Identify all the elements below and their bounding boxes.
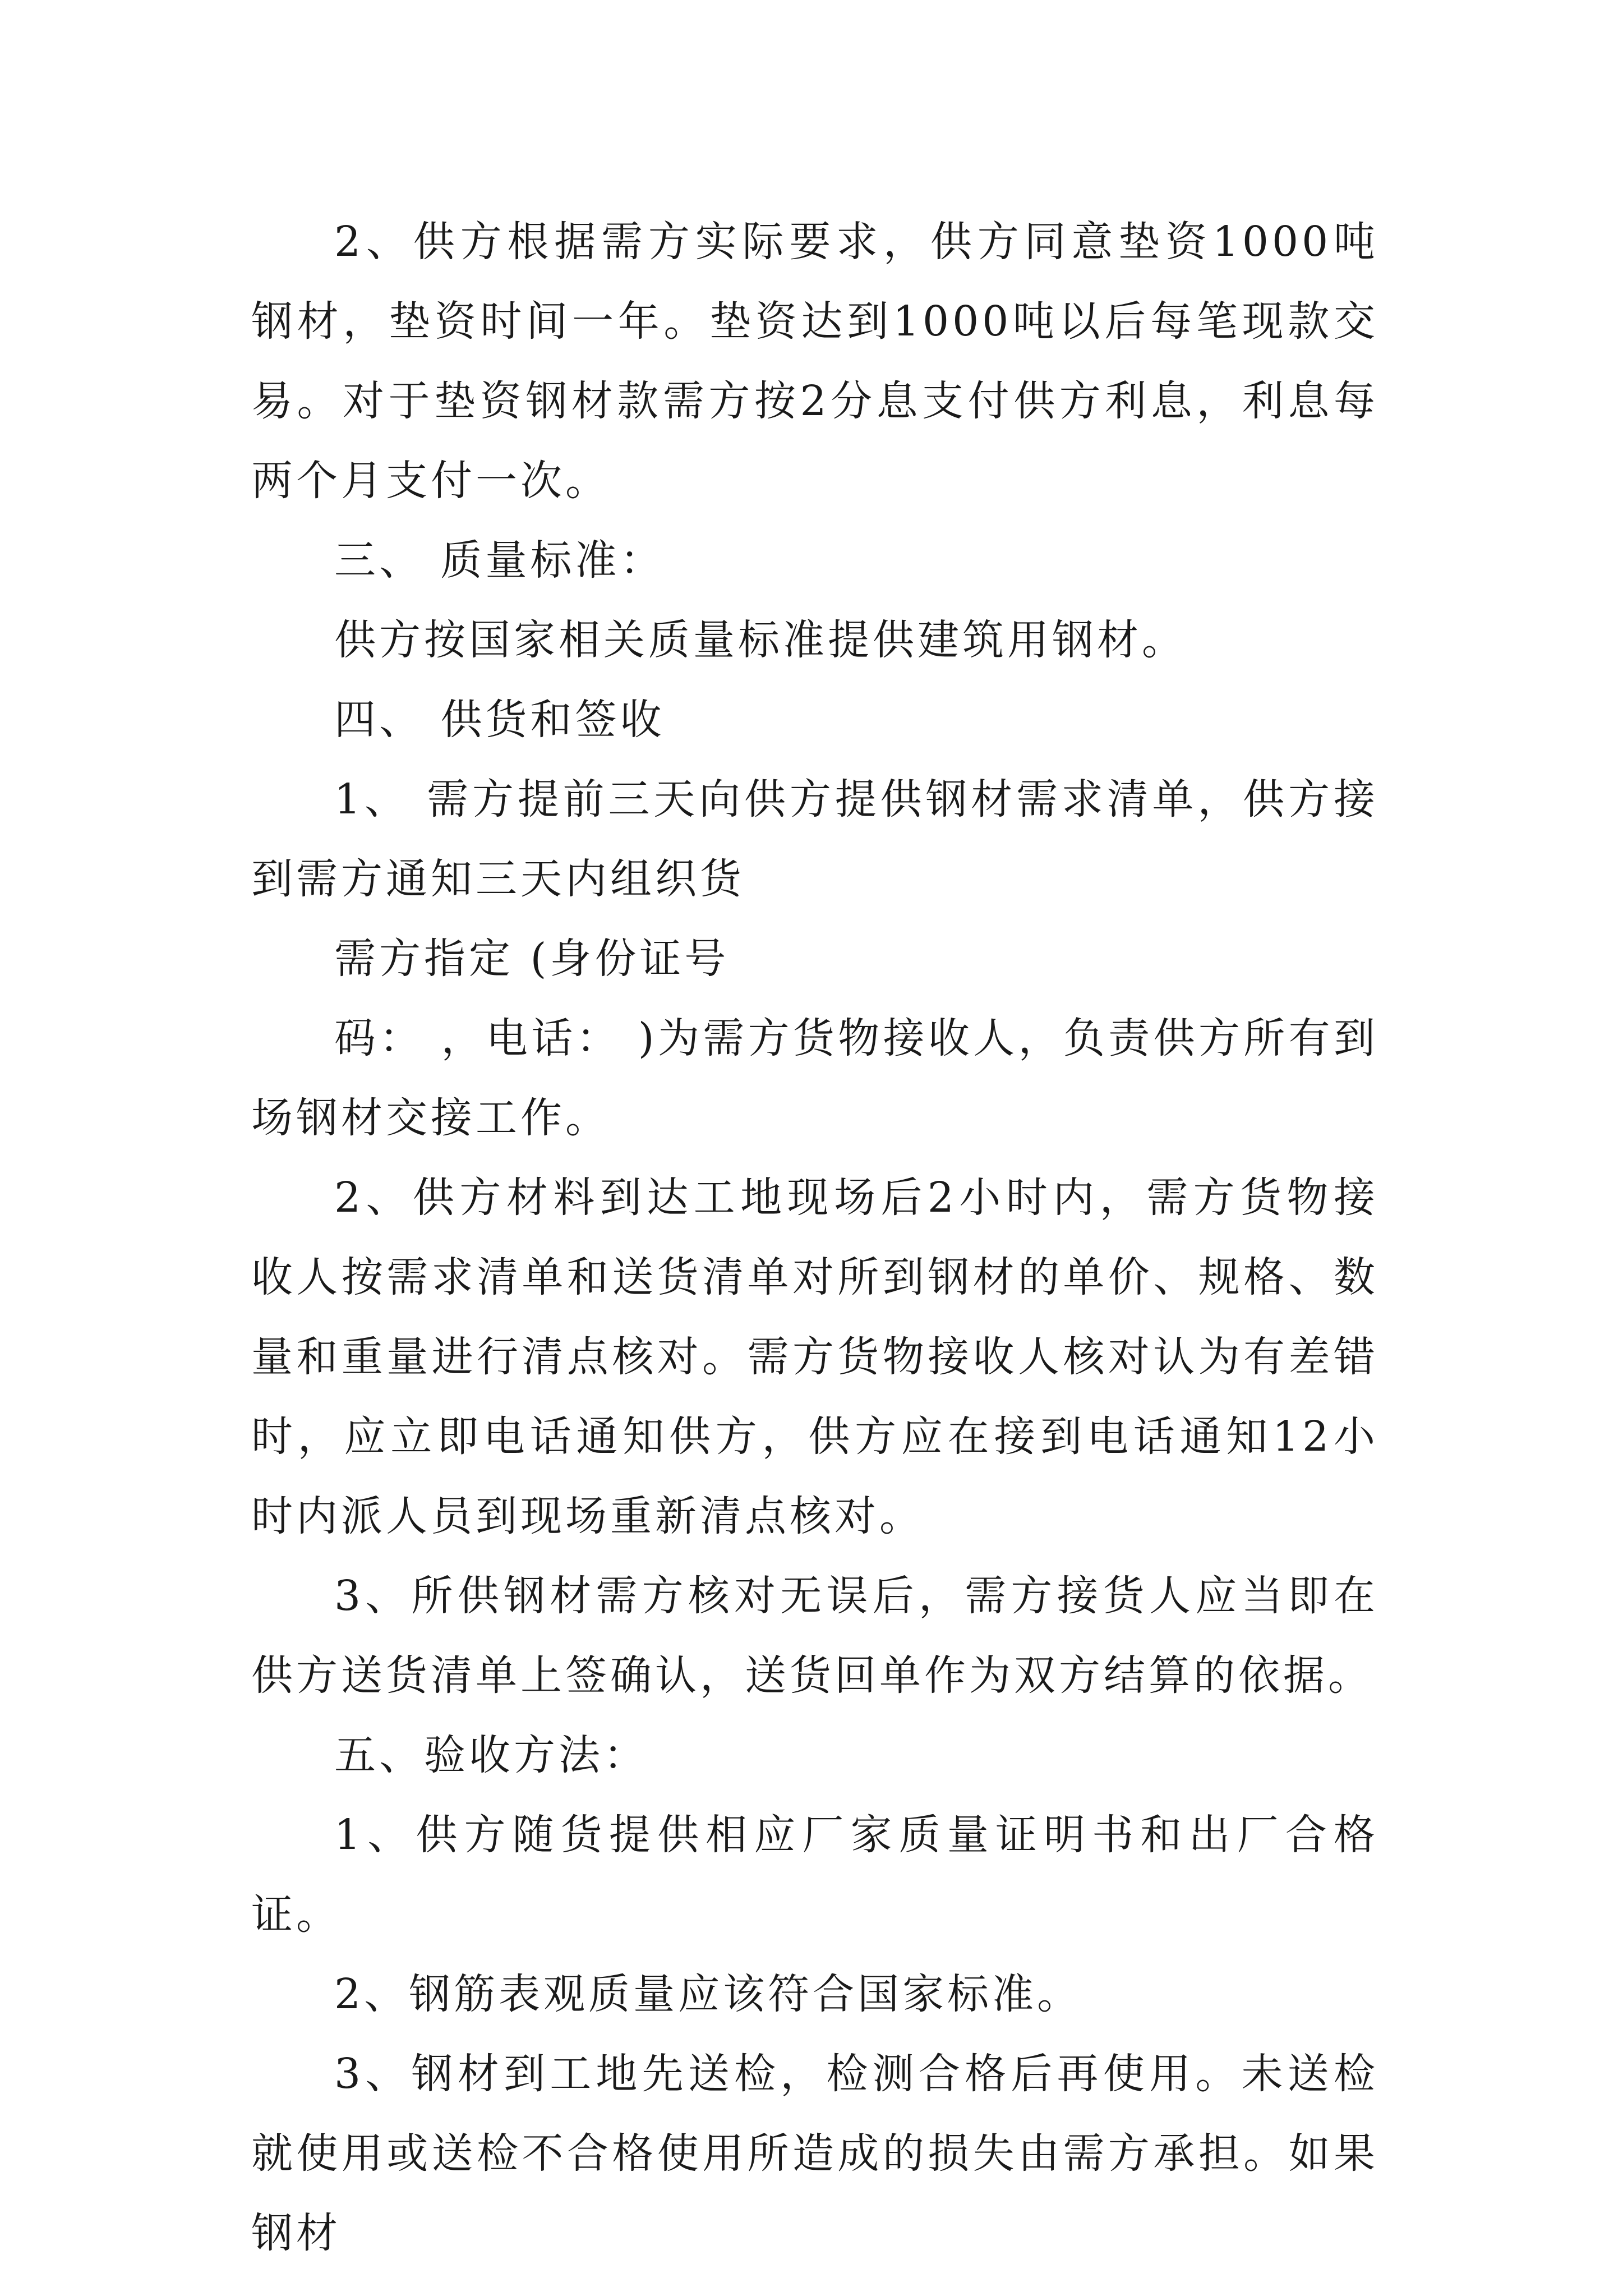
paragraph-delivery-confirmation: 3、所供钢材需方核对无误后，需方接货人应当即在供方送货清单上签确认，送货回单作为双方结算的依据。	[251, 1572, 1378, 1700]
paragraph-surface-quality: 2、钢筋表观质量应该符合国家标准。	[334, 1970, 1082, 2018]
paragraph-advance-payment: 2、供方根据需方实际要求，供方同意垫资1000吨钢材，垫资时间一年。垫资达到1000吨以后每笔现款交易。对于垫资钢材款需方按2分息支付供方利息，利息每两个月支付一次。	[251, 218, 1378, 505]
document-body	[251, 202, 1378, 2273]
paragraph-demand-list: 1、 需方提前三天向供方提供钢材需求清单，供方接到需方通知三天内组织货	[251, 775, 1378, 903]
paragraph-quality-standard: 供方按国家相关质量标准提供建筑用钢材。	[334, 616, 1187, 664]
paragraph-designated-receiver: 需方指定 (身份证号	[334, 935, 730, 983]
heading-acceptance-method: 五、验收方法：	[334, 1731, 648, 1779]
paragraph-receiver-contact: 码： ，电话： )为需方货物接收人，负责供方所有到场钢材交接工作。	[251, 1014, 1378, 1142]
paragraph-inspection: 3、钢材到工地先送检，检测合格后再使用。未送检就使用或送检不合格使用所造成的损失由需方承担。如果钢材	[251, 2050, 1378, 2257]
heading-quality-standard: 三、 质量标准：	[334, 536, 665, 585]
heading-supply-and-receipt: 四、 供货和签收	[334, 696, 665, 744]
paragraph-onsite-check: 2、供方材料到达工地现场后2小时内，需方货物接收人按需求清单和送货清单对所到钢材的单价、规格、数量和重量进行清点核对。需方货物接收人核对认为有差错时，应立即电话通知供方，供方应在接到电话通知12小时内派人员到现场重新清点核对。	[251, 1174, 1378, 1540]
paragraph-quality-certificate: 1、供方随货提供相应厂家质量证明书和出厂合格证。	[251, 1811, 1378, 1939]
